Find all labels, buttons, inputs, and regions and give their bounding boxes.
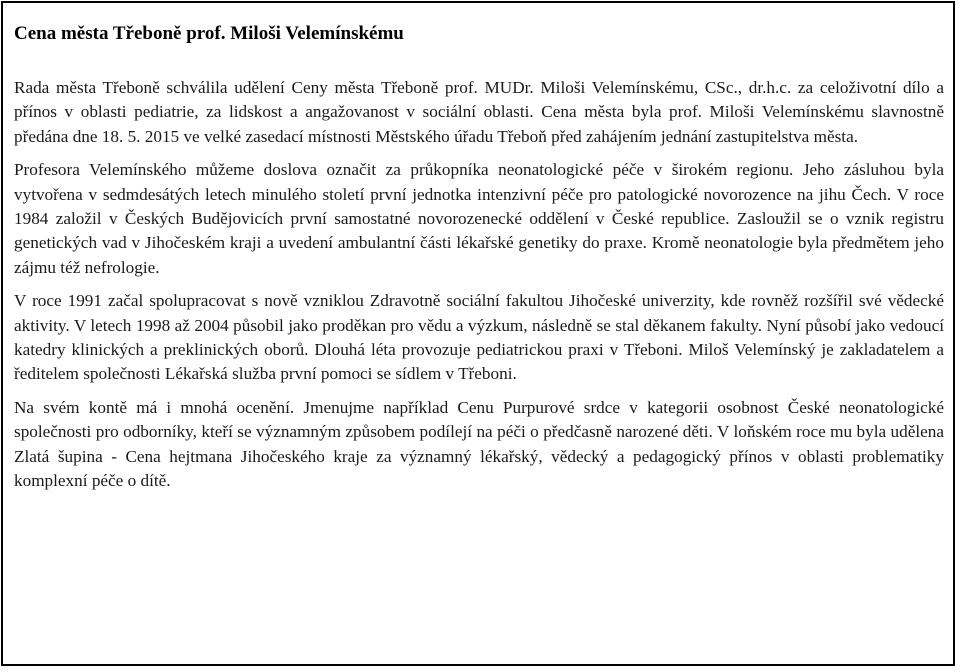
article-title: Cena města Třeboně prof. Miloši Velemínskému — [14, 23, 404, 44]
paragraph-university: V roce 1991 začal spolupracovat s nově vzniklou Zdravotně sociální fakultou Jihočeské univerzity, kde rovněž rozšířil své vědecké aktivity. V letech 1998 až 2004 působil jako proděkan pro vědu a výzkum, následně se stal děkanem fakulty. Nyní působí jako vedoucí katedry klinických a preklinických oborů. Dlouhá léta provozuje pediatrickou praxi v Třeboni. Miloš Velemínský je zakladatelem a ředitelem společnosti Lékařská služba první pomoci se sídlem v Třeboni. — [14, 291, 944, 384]
paragraph-neonatology: Profesora Velemínského můžeme doslova označit za průkopníka neonatologické péče v širokém regionu. Jeho zásluhou byla vytvořena v sedmdesátých letech minulého století první jednotka intenzivní péče pro patologické novorozence na jihu Čech. V roce 1984 založil v Českých Budějovicích první samostatné novorozenecké oddělení v České republice. Zasloužil se o vznik registru genetických vad v Jihočeském kraji a uvedení ambulantní části lékařské genetiky do praxe. Kromě neonatologie byla předmětem jeho zájmu též nefrologie. — [14, 160, 944, 277]
paragraph-award: Rada města Třeboně schválila udělení Ceny města Třeboně prof. MUDr. Miloši Velemínskému, CSc., dr.h.c. za celoživotní dílo a přínos v oblasti pediatrie, za lidskost a angažovanost v sociální oblasti. Cena města byla prof. Miloši Velemínskému slavnostně předána dne 18. 5. 2015 ve velké zasedací místnosti Městského úřadu Třeboň před zahájením jednání zastupitelstva města. — [14, 78, 944, 146]
article — [14, 22, 944, 494]
paragraph-honors: Na svém kontě má i mnohá ocenění. Jmenujme například Cenu Purpurové srdce v kategorii osobnost České neonatologické společnosti pro odborníky, kteří se významným způsobem podílejí na péči o předčasně narozené děti. V loňském roce mu byla udělena Zlatá šupina - Cena hejtmana Jihočeského kraje za významný lékařský, vědecký a pedagogický přínos v oblasti problematiky komplexní péče o dítě. — [14, 397, 944, 491]
